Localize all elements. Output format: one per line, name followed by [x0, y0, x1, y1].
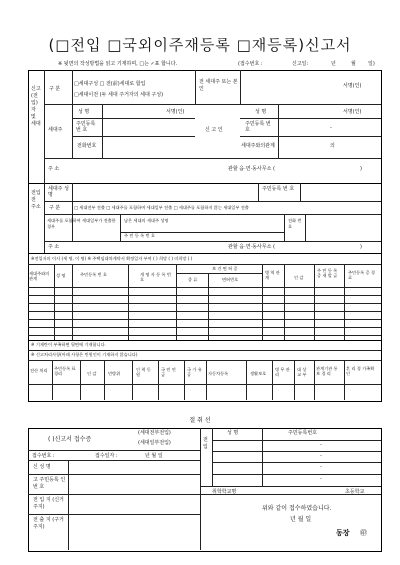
cut-line: 절 취 선	[189, 417, 211, 424]
t1-h-seal: 인 감	[294, 275, 304, 280]
t2-h-12: 흔 리 경 가족확인	[346, 366, 375, 376]
t2-h-7: 자동차등록	[208, 371, 229, 376]
jurisdiction-close: )	[360, 166, 362, 172]
relation-label: 세대주와의관계	[241, 143, 275, 149]
prev-head-rrn-label: 주민등록 번 호	[262, 186, 295, 192]
end-note: ※ 기재란이 부족하면 뒷면에 기재합니다.	[31, 342, 106, 347]
table-row	[28, 335, 381, 336]
stub-office: 동장	[336, 529, 350, 537]
name-label: 성 명	[78, 109, 90, 115]
reporter-label: 신 고 인	[205, 127, 223, 133]
stub-confirm-text: 위와 같이 접수하였습니다.	[262, 505, 332, 512]
date-unit-day: 일)	[368, 61, 375, 67]
t1-h-expire: 주민등록 증 경 료	[348, 270, 375, 280]
gubun-label: 구 분	[49, 86, 61, 92]
t1-h-rename: 개 명 자 등 록 번 호	[140, 272, 171, 282]
reporter-rrn-value: -	[330, 125, 332, 131]
reporter-seal: 서명(인)	[343, 109, 362, 115]
t2-h-2: 인 감	[87, 371, 97, 376]
remaining-label: 세대주를 포함하여 세대일부가 전출한 경우	[47, 218, 116, 229]
stub-right-name-h: 성 명	[227, 430, 239, 436]
t2-h-5: 국 민 연 금	[161, 367, 176, 377]
option-relocate[interactable]: □세대이전 (두 세대 주거자의 세대 구성)	[74, 92, 164, 98]
stub-seal-mark: ㊞	[360, 529, 367, 537]
section3-note: ※ 신고처리사항(아래 사항은 민원인이 기재하지 않습니다)	[31, 352, 138, 357]
t1-h-military: 병 역 관 계	[265, 270, 280, 280]
date-unit-year: 년	[331, 61, 336, 67]
section2-label: 전입 전 주소	[31, 190, 41, 210]
stub-dash-1: -	[320, 442, 322, 448]
stub-label: ( )신고서 접수증	[48, 436, 92, 443]
stub-date-units: 년 월 일	[145, 453, 163, 459]
t2-h-8: 생활보호	[250, 371, 267, 376]
t1-h-reissue: 주 민 등 록 증 재 발 급	[317, 268, 338, 278]
stub-dash-2: -	[320, 453, 322, 459]
t2-h-6: 국 가 유 공	[187, 367, 202, 377]
move-note: ※전입자의 이사 (세 명, 이 명) ※ 주택임대차계약서 확정일자 부여 ( ) 희망 ( ) 미희망 ( )	[31, 256, 193, 261]
t2-h-11: 관계기관 통 보 경 리	[316, 366, 338, 376]
option-compose[interactable]: □세대구성 □ 전(前)세대로 합입	[74, 81, 146, 87]
t1-h-name: 성 명	[56, 273, 66, 278]
sehyeju-label: 세대주	[48, 127, 63, 133]
received-date-label: 신고일:	[292, 61, 309, 67]
table-row	[28, 303, 381, 304]
stub-school-value: 초등학교	[345, 489, 365, 495]
t2-h-4: 인 력 동 원	[136, 367, 151, 377]
stub-option-part[interactable]: (세대일부전입)	[138, 440, 171, 446]
date-unit-month: 월	[351, 61, 356, 67]
householder-label: 전 세대주 또는 본인	[199, 79, 238, 92]
stub-confirm-date: 년 월 일	[290, 516, 312, 523]
prev-jurisdiction-label: 관할 읍·면·동사무소 (	[228, 244, 275, 250]
stub-receipt-date: 접수일자 :	[95, 453, 118, 459]
reporter-rrn-label: 주민등록 번 호	[245, 121, 271, 133]
rrn-label: 주민등록 번 호	[76, 121, 96, 133]
stub-right-rrn-h: 주민등록번호	[288, 430, 317, 436]
t2-h-10: 대 상 교 부	[297, 367, 307, 377]
form-title: (□전입 □국외이주재등록 □재등록)신고서	[48, 36, 352, 54]
table-row	[28, 295, 381, 296]
t1-h-license-no: 면허번호	[222, 277, 239, 282]
jurisdiction-label: 관할 읍·면·동사무소 (	[228, 166, 275, 172]
stub-row-old-addr: 전 출 지 (구거주지)	[33, 517, 64, 530]
t2-h-0: 전산 처리	[30, 368, 48, 373]
table-row	[28, 327, 381, 328]
t2-h-3: 민방위	[108, 371, 121, 376]
prev-options[interactable]: □ 세대전부 전출 □ 세대주를 포함하여 세대일부 전출 □ 세대주를 포함하지 않는 세대일부 전출	[74, 205, 249, 210]
stub-dash-3: -	[320, 464, 322, 470]
stub-option-all[interactable]: (세대전부전입)	[138, 430, 171, 436]
remaining-head: 남은 세대의 세대주 성명	[124, 218, 169, 223]
stub-row-new-addr: 전 입 지 (신거주지)	[33, 497, 64, 510]
relation-value: 의	[330, 143, 335, 149]
t1-h-rrn: 주민등록 번 호	[80, 272, 107, 277]
t1-h-kind: 종 류	[188, 277, 198, 282]
stub-school-label: 취학학교명	[212, 489, 237, 495]
phone-label: 전화번호	[77, 143, 97, 149]
prev-address-label: 주 소	[48, 244, 60, 250]
householder-seal: 서명(인)	[343, 83, 362, 89]
name-seal: 서명(인)	[166, 109, 185, 115]
reporter-name-label: 성 명	[255, 109, 267, 115]
prev-gubun-label: 구 분	[49, 205, 61, 211]
remaining-rrn-label: 주 민 등 록 번 호	[124, 233, 155, 238]
stub-receipt-no: 접수번호 :	[32, 453, 55, 459]
stub-dash-4: -	[320, 476, 322, 482]
instruction-note: ※ 뒷면의 작성방법을 읽고 기재하며, □는 ✓표 합니다.	[58, 61, 178, 67]
t1-h-license-group: 보 건 면 허 증	[212, 266, 238, 271]
section1-label: 신고(전입)자 및 세대	[31, 86, 41, 127]
prev-jurisdiction-close: )	[360, 244, 362, 250]
remaining-phone-label: 전화 번호	[288, 218, 302, 229]
table-row	[28, 319, 381, 320]
stub-row-name: 신 성 명	[33, 464, 51, 470]
t2-h-1: 주민등록 표 경리	[54, 366, 76, 376]
receipt-no-label: (접수번호 :	[238, 61, 263, 67]
prev-head-label: 세대주 성 명	[48, 186, 69, 198]
t2-h-9: 병 무 관 리	[275, 367, 290, 377]
address-label: 주 소	[48, 166, 60, 172]
table-row	[28, 311, 381, 312]
t1-h-relation: 세대주와의 관계	[29, 271, 50, 281]
stub-row-rrn: 고 주민등록 인 번 호	[33, 477, 66, 490]
stub-side-label: 전입	[203, 437, 208, 450]
